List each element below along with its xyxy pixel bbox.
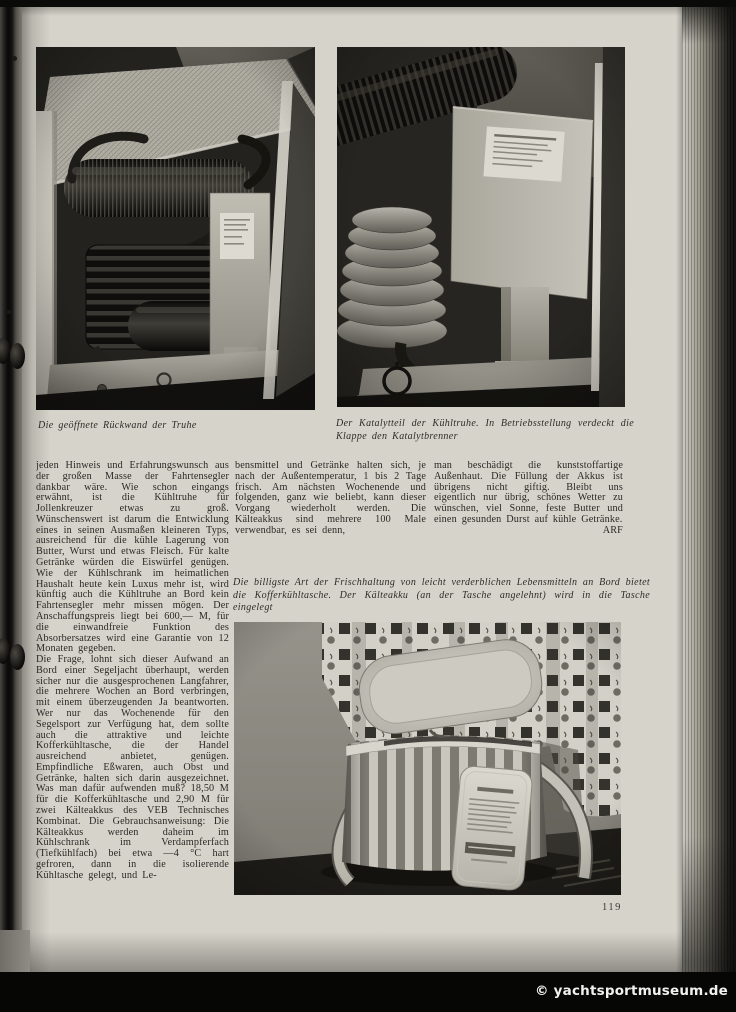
text-column-3 — [434, 461, 623, 536]
paragraph — [434, 460, 623, 536]
caption-bottom: Die billigste Art der Frischhaltung von leicht verderblichen Lebensmitteln an Bord bietet die Kofferkühltasche. Der Kälteakku (an der Tasche angelehnt) wird in die Tasche eingelegt — [233, 577, 650, 614]
paragraph-1: jeden Hinweis und Erfahrungswunsch aus der großen Masse der Fahrtensegler dankbar wäre. Wie schon eingangs erwähnt, ist die Kühltruhe für Jollenkreuzer etwas zu groß. Wünschenswert ist darum die Entwicklung eines in seinen Ausmaßen kleineren Typs, ausreichend für die kühle Lagerung von Butter, Wurst und etwas Fleisch. Für kalte Getränke würden die Eiswürfel genügen. Wie der Kühlschrank im heimatlichen Haushalt heute kein Luxus mehr ist, wird künftig auch die Kühltruhe an Bord kein Fahrtensegler mehr missen mögen. Der Anschaffungspreis liegt bei 600,— M, für die einwandfreie Funktion des Absorbersatzes wird eine Garantie von 12 Monaten gegeben. — [36, 461, 229, 655]
photo-catalyt-unit — [337, 47, 625, 407]
binding-knob — [0, 338, 10, 364]
scan-bottom-bar — [0, 972, 736, 1012]
caption-top-left: Die geöffnete Rückwand der Truhe — [38, 420, 197, 431]
binding-knob — [0, 638, 10, 664]
binding-knob — [10, 343, 25, 369]
text-column-2 — [235, 461, 426, 536]
author-initials: ARF — [602, 524, 623, 536]
book-spine-foot — [0, 930, 30, 972]
binding-knob — [10, 644, 25, 670]
photo-fridge-back-panel-image — [36, 47, 315, 410]
text-column-1 — [36, 461, 229, 909]
watermark: © yachtsportmuseum.de — [535, 983, 728, 999]
paragraph-text: man beschädigt die kunststoffartige Außenhaut. Die Füllung der Akkus ist übrigens nicht giftig. Bleibt uns eigentlich nur übrig, schönes Wetter zu wünschen, viel Sonne, feste Butter und einen gesunden Durst auf kühle Getränke. — [434, 460, 623, 525]
photo-catalyt-unit-image — [337, 47, 625, 407]
paragraph: bensmittel und Getränke halten sich, je nach der Außentemperatur, 1 bis 2 Tage frisch. Am nächsten Wochenende und folgenden, ganz wie beliebt, kann dieser Vorgang wiederholt werden. Die Kälteakkus sind mehrere 100 Male verwendbar, es sei denn, — [235, 460, 426, 536]
book-pages-edge — [682, 0, 736, 972]
caption-top-right: Der Katalytteil der Kühltruhe. In Betriebsstellung verdeckt die Klappe den Katalytbrenner — [336, 418, 634, 442]
scan-top-edge — [0, 0, 736, 7]
book-spine — [0, 0, 22, 972]
page-number: 119 — [602, 902, 622, 913]
paragraph-2: Die Frage, lohnt sich dieser Aufwand an Bord einer Segeljacht überhaupt, werden sicher nur die ausgesprochenen Langfahrer, die mehrere Wochen an Bord verbringen, mit einem überzeugenden Ja beantworten. Wer nur das Wochenende für den Segelsport zur Verfügung hat, dem sollte auch die attraktive und leichte Kofferkühltasche, die der Handel ausreichend anbietet, genügen. Empfindliche Eßwaren, auch Obst und Getränke, halten sich darin ausgezeichnet. Was man dafür aufwenden muß? 18,50 M für die Kofferkühltasche und 2,90 M für zwei Kälteakkus des VEB Technisches Kombinat. Die Gebrauchsanweisung: Die Kälteakkus werden daheim im Kühlschrank im Verdampferfach (Tiefkühlfach) bei etwa —4 °C hart gefroren, dann in die isolierende Kühltasche gelegt, und Le- — [36, 654, 229, 881]
scan-speck — [12, 56, 17, 61]
photo-cooler-bag — [234, 622, 621, 895]
scan-speck — [7, 310, 11, 314]
photo-fridge-back-panel — [36, 47, 315, 410]
photo-cooler-bag-image — [234, 622, 621, 895]
